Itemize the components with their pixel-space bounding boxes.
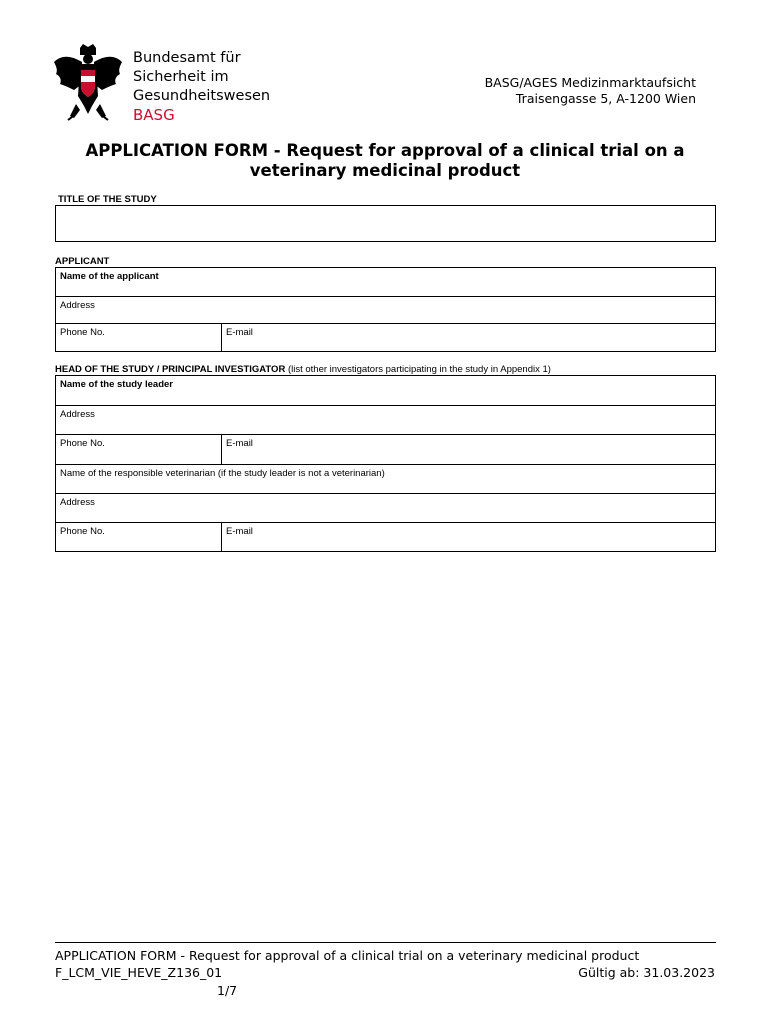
applicant-address-label: Address [60, 300, 95, 311]
cell-divider [221, 523, 222, 551]
org-line-2: Sicherheit im [133, 69, 229, 85]
applicant-contact-row [56, 323, 715, 351]
veterinarian-contact-row [56, 522, 715, 551]
form-title [55, 141, 715, 181]
veterinarian-address-field[interactable] [56, 493, 715, 522]
basg-logo [52, 44, 277, 124]
cell-divider [221, 435, 222, 464]
form-title-line-1: APPLICATION FORM - Request for approval of a clinical trial on a [85, 141, 685, 160]
veterinarian-name-field[interactable] [56, 464, 715, 493]
study-leader-contact-row [56, 434, 715, 464]
address-line-1: BASG/AGES Medizinmarktaufsicht [484, 75, 696, 90]
applicant-section-label: APPLICANT [55, 256, 110, 267]
veterinarian-phone-label[interactable]: Phone No. [60, 526, 105, 537]
study-leader-phone-label[interactable]: Phone No. [60, 438, 105, 449]
address-line-2: Traisengasse 5, A-1200 Wien [515, 91, 696, 106]
org-line-3: Gesundheitswesen [133, 88, 271, 104]
study-leader-email-label[interactable]: E-mail [226, 438, 253, 449]
applicant-name-field[interactable] [56, 268, 715, 296]
investigator-section-note: (list other investigators participating in the study in Appendix 1) [285, 364, 551, 375]
study-leader-name-label: Name of the study leader [60, 379, 173, 390]
veterinarian-address-label: Address [60, 497, 95, 508]
page-number: 1/7 [217, 983, 238, 998]
investigator-section-label [55, 364, 551, 375]
study-leader-address-label: Address [60, 409, 95, 420]
org-abbreviation: BASG [133, 106, 175, 124]
study-leader-address-field[interactable] [56, 405, 715, 434]
applicant-phone-label[interactable]: Phone No. [60, 327, 105, 338]
footer-divider [55, 942, 716, 943]
investigator-section-title: HEAD OF THE STUDY / PRINCIPAL INVESTIGATOR [55, 364, 286, 375]
veterinarian-email-label[interactable]: E-mail [226, 526, 253, 537]
footer-valid-from: Gültig ab: 31.03.2023 [578, 965, 715, 980]
footer-doc-code: F_LCM_VIE_HEVE_Z136_01 [55, 965, 223, 980]
applicant-table [55, 267, 716, 352]
veterinarian-name-label: Name of the responsible veterinarian (if the study leader is not a veterinarian) [60, 468, 385, 479]
study-leader-name-field[interactable] [56, 376, 715, 405]
study-title-label: TITLE OF THE STUDY [58, 194, 157, 205]
applicant-email-label[interactable]: E-mail [226, 327, 253, 338]
agency-address [485, 75, 696, 107]
org-line-1: Bundesamt für [133, 50, 241, 66]
austrian-eagle-icon [52, 44, 124, 122]
organization-name [133, 49, 270, 125]
cell-divider [221, 324, 222, 351]
applicant-address-field[interactable] [56, 296, 715, 323]
footer-title: APPLICATION FORM - Request for approval of a clinical trial on a veterinary medicinal product [55, 948, 640, 963]
applicant-name-label: Name of the applicant [60, 271, 159, 282]
study-title-field[interactable] [55, 205, 716, 242]
form-title-line-2: veterinary medicinal product [249, 161, 521, 180]
investigator-table [55, 375, 716, 552]
